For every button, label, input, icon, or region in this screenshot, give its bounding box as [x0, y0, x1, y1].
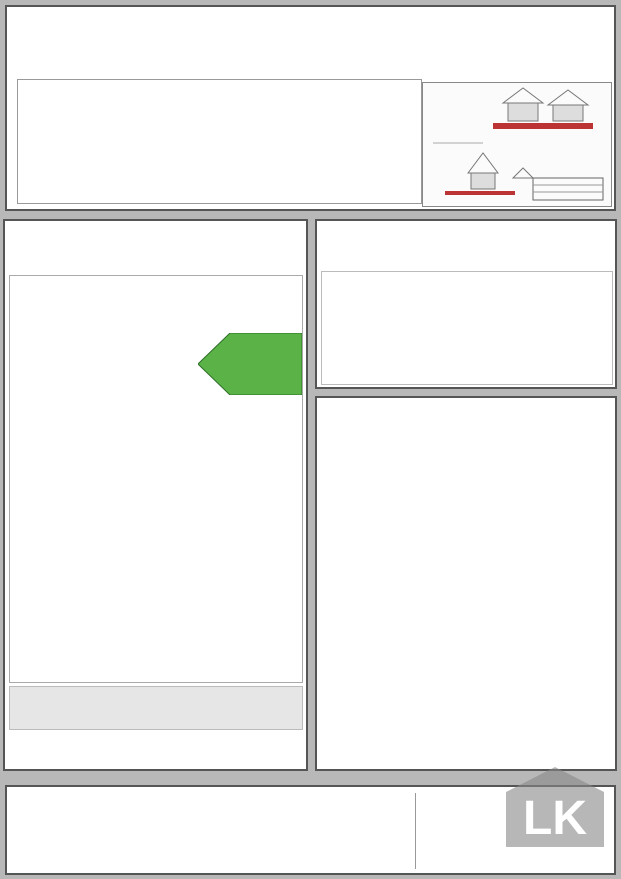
- pie-chart: [512, 282, 612, 382]
- building-info-panel: [17, 79, 422, 204]
- svg-text:LK: LK: [523, 792, 587, 845]
- watermark-logo: [494, 762, 616, 877]
- building-drawing: [422, 82, 612, 207]
- classification-panel: [3, 219, 308, 771]
- distribution-chart-frame: [321, 271, 613, 385]
- area-row: [35, 185, 39, 197]
- requirements-box: [9, 686, 303, 730]
- result-arrow: [198, 333, 302, 395]
- header-panel: [5, 5, 616, 211]
- footer-divider: [415, 793, 416, 869]
- indicators-panel: [315, 396, 617, 771]
- distribution-panel: [315, 219, 617, 389]
